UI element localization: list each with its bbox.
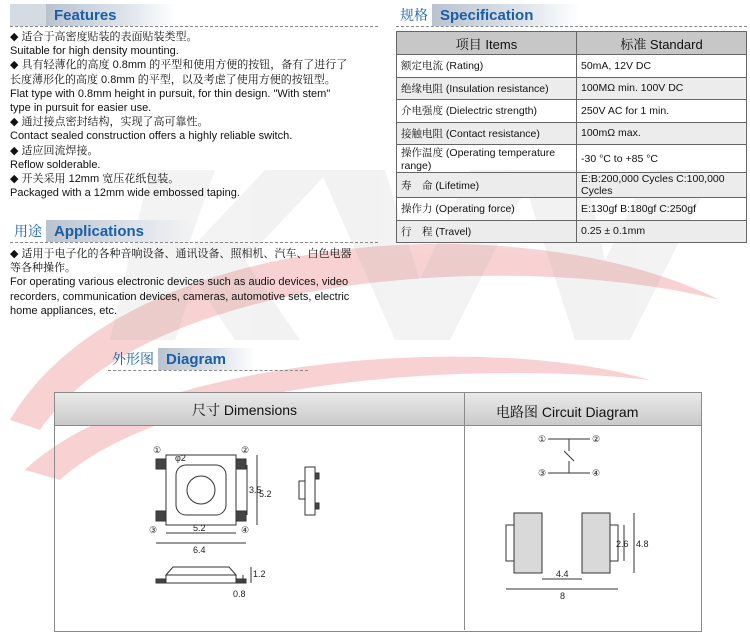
side-terminal-top	[315, 473, 319, 479]
features-text	[10, 30, 347, 200]
specification-cn-label: 规格	[400, 7, 428, 23]
applications-en-label: Applications	[46, 220, 194, 242]
application-line: 等各种操作。	[10, 262, 76, 275]
table-row	[397, 77, 747, 100]
table-row	[397, 55, 747, 78]
features-divider	[10, 26, 378, 27]
spec-item: 寿 命 (Lifetime)	[397, 173, 577, 198]
dim-phi2: φ2	[175, 453, 186, 463]
dim-26: 2.6	[616, 539, 629, 549]
dim-08: 0.8	[233, 589, 246, 599]
dim-35: 3.5	[249, 485, 262, 495]
front-top	[166, 567, 236, 575]
dim-8: 8	[560, 591, 566, 601]
features-cn-label	[10, 4, 46, 26]
features-en-label: Features	[46, 4, 176, 26]
feature-line: Contact sealed construction offers a highly reliable switch.	[10, 130, 293, 143]
applications-cn-label: 用途	[14, 223, 42, 239]
feature-line: ◆ 适合于高密度贴装的表面贴装类型。	[10, 31, 198, 43]
application-line: home appliances, etc.	[10, 304, 118, 317]
pin-label-3: ③	[149, 525, 158, 535]
front-terminal-left	[156, 579, 166, 583]
spec-value: 100MΩ min. 100V DC	[577, 77, 747, 100]
pad-left	[514, 513, 542, 573]
spec-value: 0.25 ± 0.1mm	[577, 220, 747, 243]
dim-48: 4.8	[636, 539, 649, 549]
spec-item: 接触电阻 (Contact resistance)	[397, 122, 577, 145]
dim-52h: 5.2	[193, 523, 206, 533]
feature-line: ◆ 具有轻薄化的高度 0.8mm 的平型和使用方便的按钮，备有了进行了	[10, 59, 348, 72]
switch-actuator-outline	[176, 465, 226, 515]
application-line: ◆ 适用于电子化的各种音响设备、通讯设备、照相机、汽车、白色电器	[10, 248, 352, 260]
applications-divider	[10, 242, 378, 243]
spec-value: -30 °C to +85 °C	[577, 145, 747, 173]
feature-line: Flat type with 0.8mm height in pursuit, for thin design. "With stem"	[10, 87, 331, 100]
dimensions-drawing	[55, 425, 463, 629]
dim-52v: 5.2	[259, 489, 272, 499]
pin-label-4: ④	[592, 468, 601, 478]
table-row	[397, 100, 747, 123]
spec-value: 250V AC for 1 min.	[577, 100, 747, 123]
dim-64: 6.4	[193, 545, 206, 555]
pin-label-2: ②	[592, 434, 601, 444]
pad-left-ext	[506, 525, 514, 561]
side-terminal-bottom	[315, 503, 319, 509]
application-line: For operating various electronic devices such as audio devices, video	[10, 276, 349, 289]
terminal-1	[156, 459, 166, 469]
spec-item: 行 程 (Travel)	[397, 220, 577, 243]
spec-item: 介电强度 (Dielectric strength)	[397, 100, 577, 123]
circuit-drawing	[466, 427, 698, 627]
specification-table	[396, 31, 747, 243]
spec-value: E:B:200,000 Cycles C:100,000 Cycles	[577, 173, 747, 198]
pin-label-3: ③	[538, 468, 547, 478]
header-standard: 标准 Standard	[577, 32, 747, 55]
table-header-row	[397, 32, 747, 55]
applications-heading	[10, 220, 194, 242]
spec-value: 100mΩ max.	[577, 122, 747, 145]
feature-line: type in pursuit for easier use.	[10, 102, 152, 115]
header-items: 项目 Items	[397, 32, 577, 55]
side-button	[299, 481, 305, 499]
pin-label-1: ①	[153, 445, 162, 455]
specification-heading	[396, 4, 580, 26]
spec-value: E:130gf B:180gf C:250gf	[577, 198, 747, 221]
spec-item: 操作温度 (Operating temperature range)	[397, 145, 577, 173]
diagram-cn-label: 外形图	[112, 351, 154, 367]
spec-item: 操作力 (Operating force)	[397, 198, 577, 221]
dimensions-title: 尺寸 Dimensions	[192, 402, 298, 418]
table-row	[397, 173, 747, 198]
feature-line: 长度薄形化的高度 0.8mm 的平型，以及考虑了使用方便的按钮型。	[10, 73, 336, 86]
features-heading	[10, 4, 176, 26]
terminal-2	[236, 459, 246, 469]
dim-44: 4.4	[556, 569, 569, 579]
applications-text	[10, 247, 352, 318]
table-row	[397, 198, 747, 221]
pad-right	[582, 513, 610, 573]
spec-item: 额定电流 (Rating)	[397, 55, 577, 78]
front-body	[166, 575, 236, 583]
pin-label-1: ①	[538, 434, 547, 444]
pin-label-4: ④	[241, 525, 250, 535]
feature-line: Suitable for high density mounting.	[10, 45, 179, 58]
feature-line: ◆ 适应回流焊接。	[10, 144, 99, 157]
dim-12: 1.2	[253, 569, 266, 579]
terminal-3	[156, 511, 166, 521]
feature-line: Reflow solderable.	[10, 158, 101, 171]
table-row	[397, 145, 747, 173]
specification-en-label: Specification	[432, 4, 580, 26]
front-terminal-right	[236, 579, 246, 583]
feature-line: Packaged with a 12mm wide embossed taping.	[10, 187, 240, 200]
table-row	[397, 122, 747, 145]
diagram-divider	[108, 370, 308, 371]
switch-contact	[564, 451, 574, 461]
terminal-4	[236, 511, 246, 521]
spec-value: 50mA, 12V DC	[577, 55, 747, 78]
circuit-title: 电路图 Circuit Diagram	[496, 404, 639, 420]
spec-item: 绝缘电阻 (Insulation resistance)	[397, 77, 577, 100]
application-line: recorders, communication devices, cameras, automotive sets, electric	[10, 290, 350, 303]
feature-line: ◆ 开关采用 12mm 宽压花纸包装。	[10, 173, 180, 186]
diagram-heading	[108, 348, 256, 370]
diagram-en-label: Diagram	[158, 348, 256, 370]
feature-line: ◆ 通过接点密封结构，实现了高可靠性。	[10, 116, 209, 129]
specification-divider	[396, 26, 747, 27]
side-body	[305, 467, 315, 515]
table-row	[397, 220, 747, 243]
switch-button-circle	[187, 476, 215, 504]
pin-label-2: ②	[241, 445, 250, 455]
